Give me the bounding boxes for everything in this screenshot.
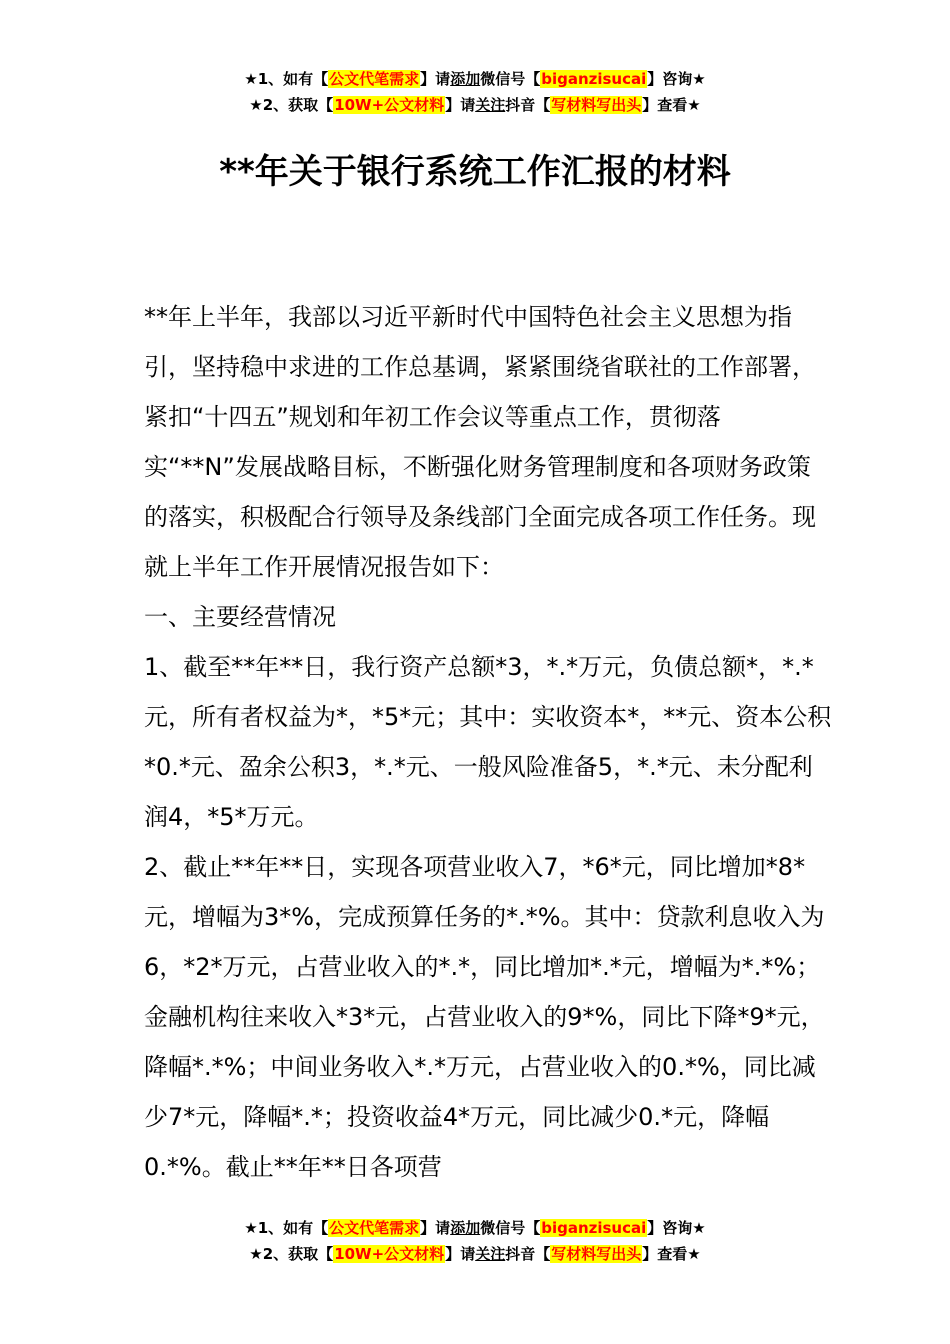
- banner-text: 】查看★: [642, 1245, 701, 1263]
- banner-underline: 关注: [475, 1245, 506, 1263]
- banner-underline: 添加: [450, 1219, 481, 1237]
- item-paragraph-2: 2、截止**年**日，实现各项营业收入7，*6*元，同比增加*8*元，增幅为3*%，完成预算任务的*.*%。其中：贷款利息收入为6，*2*万元，占营业收入的*.*，同比增加*.*元，增幅为*.*%；金融机构往来收入*3*元，占营业收入的9*%，同比下降*9*元，降幅*.*%；中间业务收入*.*万元，占营业收入的0.*%，同比减少7*元，降幅*.*；投资收益4*万元，同比减少0.*元，降幅0.*%。截止**年**日各项营: [144, 853, 825, 1181]
- banner-text: 】咨询★: [647, 70, 706, 88]
- banner-highlight: 公文代笔需求: [329, 1219, 420, 1237]
- document-body: [144, 292, 834, 1192]
- banner-text: 】请: [420, 1219, 451, 1237]
- footer-banner: [0, 1215, 950, 1267]
- banner-highlight: biganzisucai: [541, 1219, 647, 1237]
- banner-text: ★1、如有【: [244, 1219, 329, 1237]
- banner-text: 微信号【: [480, 70, 541, 88]
- banner-text: ★2、获取【: [249, 96, 334, 114]
- item-paragraph-1: 1、截至**年**日，我行资产总额*3，*.*万元，负债总额*，*.*元，所有者权益为*，*5*元；其中：实收资本*，**元、资本公积*0.*元、盈余公积3，*.*元、一般风险准备5，*.*元、未分配利润4，*5*万元。: [144, 653, 832, 831]
- document-title: **年关于银行系统工作汇报的材料: [219, 152, 731, 192]
- banner-text: 】咨询★: [647, 1219, 706, 1237]
- banner-underline: 添加: [450, 70, 481, 88]
- banner-highlight: 10W+公文材料: [334, 96, 445, 114]
- banner-line-1: [0, 1215, 950, 1241]
- banner-text: 】请: [420, 70, 451, 88]
- banner-highlight: 公文代笔需求: [329, 70, 420, 88]
- banner-underline: 关注: [475, 96, 506, 114]
- banner-text: ★2、获取【: [249, 1245, 334, 1263]
- banner-line-1: [0, 66, 950, 92]
- banner-line-2: [0, 1241, 950, 1267]
- banner-text: 微信号【: [480, 1219, 541, 1237]
- banner-highlight: 10W+公文材料: [334, 1245, 445, 1263]
- banner-text: 】请: [445, 96, 476, 114]
- banner-text: 】请: [445, 1245, 476, 1263]
- banner-text: 抖音【: [505, 1245, 551, 1263]
- intro-paragraph: **年上半年，我部以习近平新时代中国特色社会主义思想为指引，坚持稳中求进的工作总基调，紧紧围绕省联社的工作部署，紧扣“十四五”规划和年初工作会议等重点工作，贯彻落实“**N”发展战略目标，不断强化财务管理制度和各项财务政策的落实，积极配合行领导及条线部门全面完成各项工作任务。现就上半年工作开展情况报告如下：: [144, 303, 816, 581]
- banner-text: 抖音【: [505, 96, 551, 114]
- banner-highlight: 写材料写出头: [551, 1245, 642, 1263]
- banner-highlight: 写材料写出头: [551, 96, 642, 114]
- section-heading: 一、主要经营情况: [144, 603, 336, 631]
- banner-line-2: [0, 92, 950, 118]
- banner-text: ★1、如有【: [244, 70, 329, 88]
- banner-highlight: biganzisucai: [541, 70, 647, 88]
- banner-text: 】查看★: [642, 96, 701, 114]
- header-banner: [0, 66, 950, 118]
